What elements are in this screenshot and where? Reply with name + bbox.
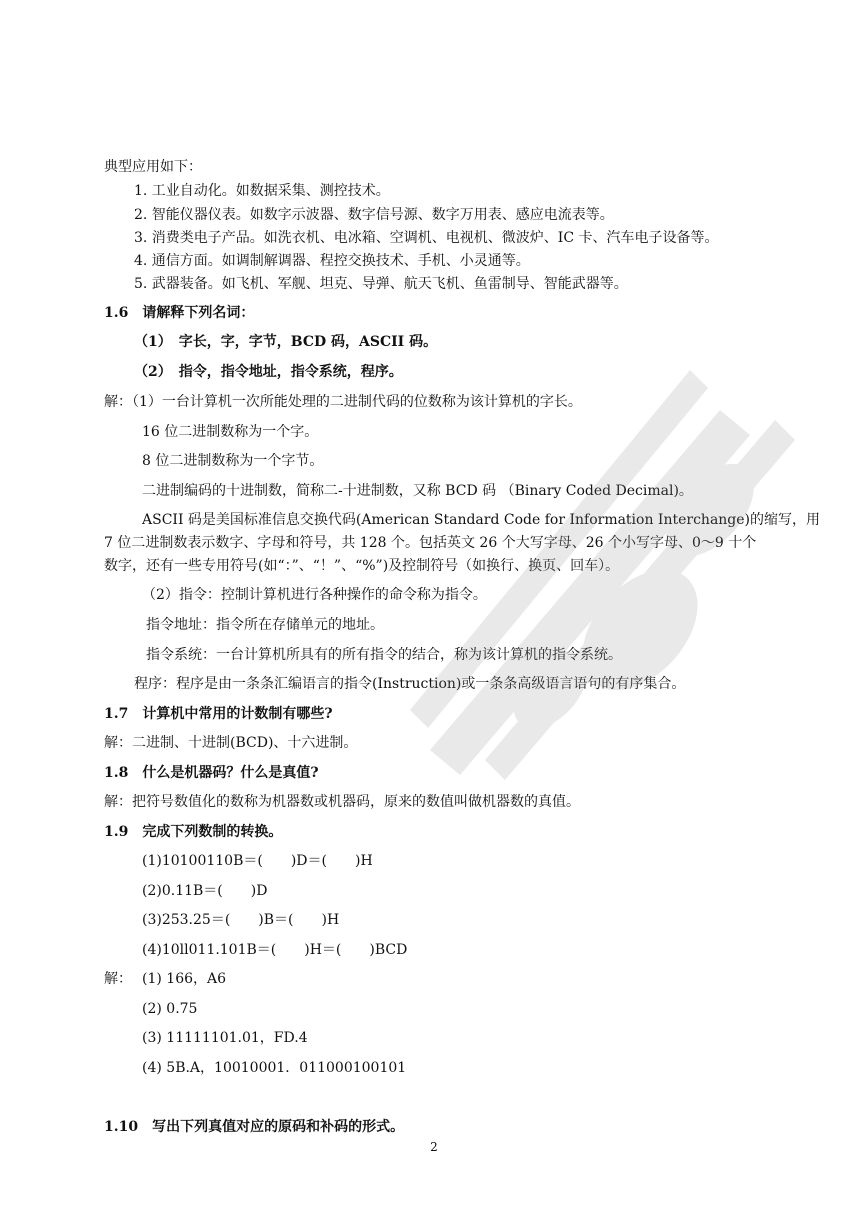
- answer-item: (2) 0.75: [142, 1001, 198, 1017]
- answer-text: 程序：程序是由一条条汇编语言的指令(Instruction)或一条条高级语言语句的有序集合。: [134, 676, 686, 692]
- list-item: 3. 消费类电子产品。如洗衣机、电冰箱、空调机、电视机、微波炉、IC 卡、汽车电子设备等。: [134, 230, 719, 246]
- list-item: 1. 工业自动化。如数据采集、测控技术。: [134, 183, 390, 199]
- question-title: 1.10 写出下列真值对应的原码和补码的形式。: [104, 1119, 405, 1135]
- question-subitem: （2） 指令，指令地址，指令系统，程序。: [134, 364, 403, 380]
- problem-item: (4)10ll011.101B＝( )H＝( )BCD: [142, 942, 408, 958]
- question-title: 1.6 请解释下列名词：: [104, 305, 255, 321]
- answer-text: ASCII 码是美国标准信息交换代码(American Standard Code for Information Interchange)的缩写，用: [142, 512, 821, 528]
- answer-item: (1) 166，A6: [142, 971, 227, 987]
- answer-text: 指令系统：一台计算机所具有的所有指令的结合，称为该计算机的指令系统。: [146, 647, 622, 663]
- answer-text: 二进制编码的十进制数，简称二-十进制数，又称 BCD 码 （Binary Coded Decimal)。: [142, 483, 693, 499]
- answer-text: 解：把符号数值化的数称为机器数或机器码，原来的数值叫做机器数的真值。: [104, 794, 580, 810]
- problem-item: (1)10100110B＝( )D＝( )H: [142, 853, 373, 869]
- answer-text: 数字，还有一些专用符号(如“：”、“！”、“%”)及控制符号（如换行、换页、回车）。: [104, 558, 620, 574]
- question-title: 1.8 什么是机器码？什么是真值?: [104, 765, 319, 781]
- answer-prefix: 解：: [104, 971, 132, 987]
- question-subitem: （1） 字长，字，字节，BCD 码，ASCII 码。: [134, 334, 438, 350]
- answer-text: 解：二进制、十进制(BCD)、十六进制。: [104, 735, 358, 751]
- problem-item: (3)253.25＝( )B＝( )H: [142, 912, 340, 928]
- page-number: 2: [430, 1140, 438, 1154]
- list-item: 4. 通信方面。如调制解调器、程控交换技术、手机、小灵通等。: [134, 253, 530, 269]
- question-title: 1.9 完成下列数制的转换。: [104, 824, 283, 840]
- list-item: 5. 武器装备。如飞机、军舰、坦克、导弹、航天飞机、鱼雷制导、智能武器等。: [134, 276, 628, 292]
- answer-text: 7 位二进制数表示数字、字母和符号，共 128 个。包括英文 26 个大写字母、26 个小写字母、0～9 十个: [104, 535, 757, 551]
- answer-text: 解：（1）一台计算机一次所能处理的二进制代码的位数称为该计算机的字长。: [104, 394, 582, 410]
- answer-text: （2）指令：控制计算机进行各种操作的命令称为指令。: [142, 587, 487, 603]
- answer-text: 8 位二进制数称为一个字节。: [142, 453, 324, 469]
- question-title: 1.7 计算机中常用的计数制有哪些?: [104, 706, 333, 722]
- answer-item: (3) 11111101.01，FD.4: [142, 1030, 308, 1046]
- list-item: 2. 智能仪器仪表。如数字示波器、数字信号源、数字万用表、感应电流表等。: [134, 207, 614, 223]
- problem-item: (2)0.11B＝( )D: [142, 883, 268, 899]
- answer-text: 16 位二进制数称为一个字。: [142, 424, 319, 440]
- answer-item: (4) 5B.A，10010001．011000100101: [142, 1060, 407, 1076]
- intro-heading: 典型应用如下：: [104, 159, 202, 175]
- answer-text: 指令地址：指令所在存储单元的地址。: [146, 617, 384, 633]
